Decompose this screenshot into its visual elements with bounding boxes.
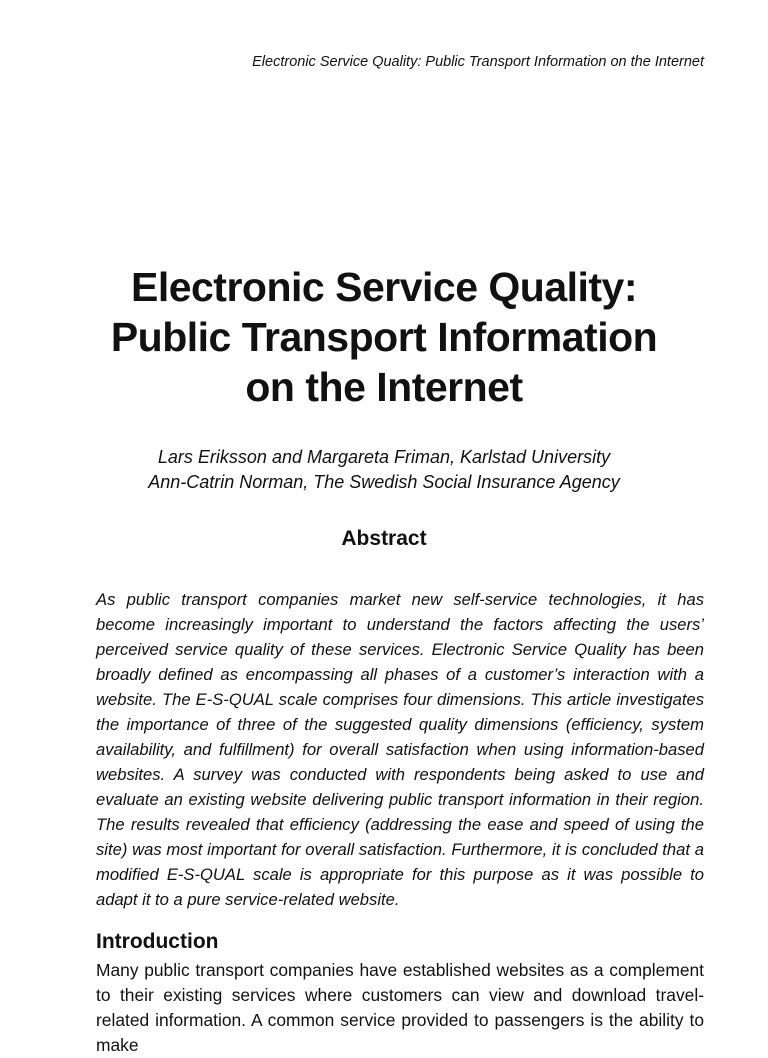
abstract-heading: Abstract xyxy=(341,527,427,550)
introduction-heading: Introduction xyxy=(96,930,219,953)
title-line-2: Public Transport Information xyxy=(110,314,658,360)
authors-line-1: Lars Eriksson and Margareta Friman, Karlstad University xyxy=(157,447,611,467)
abstract-text: As public transport companies market new self-service technologies, it has become increasingly important to understand the factors affecting the users’ perceived service quality of these services. Electronic Service Quality has been broadly defined as encompassing all phases of a customer’s interaction with a website. The E-S-QUAL scale comprises four dimensions. This article investigates the importance of three of the suggested quality dimensions (efficiency, system availability, and fulfillment) for overall satisfaction when using information-based websites. A survey was conducted with respondents being asked to use and evaluate an existing website delivering public transport information in their region. The results revealed that efficiency (addressing the ease and speed of using the site) was most important for overall satisfaction. Furthermore, it is concluded that a modified E-S-QUAL scale is appropriate for this purpose as it was possible to adapt it to a pure service-related website. xyxy=(96,590,704,909)
introduction-text: Many public transport companies have established websites as a complement to their existing services where customers can view and download travel-related information. A common service provided to passengers is the ability to make xyxy=(96,960,704,1055)
authors-line-2: Ann-Catrin Norman, The Swedish Social Insurance Agency xyxy=(148,472,620,492)
title-line-3: on the Internet xyxy=(245,364,523,410)
title-line-1: Electronic Service Quality: xyxy=(130,264,638,310)
running-head: Electronic Service Quality: Public Transport Information on the Internet xyxy=(252,54,704,70)
article-title xyxy=(0,262,768,412)
authors xyxy=(0,445,768,495)
